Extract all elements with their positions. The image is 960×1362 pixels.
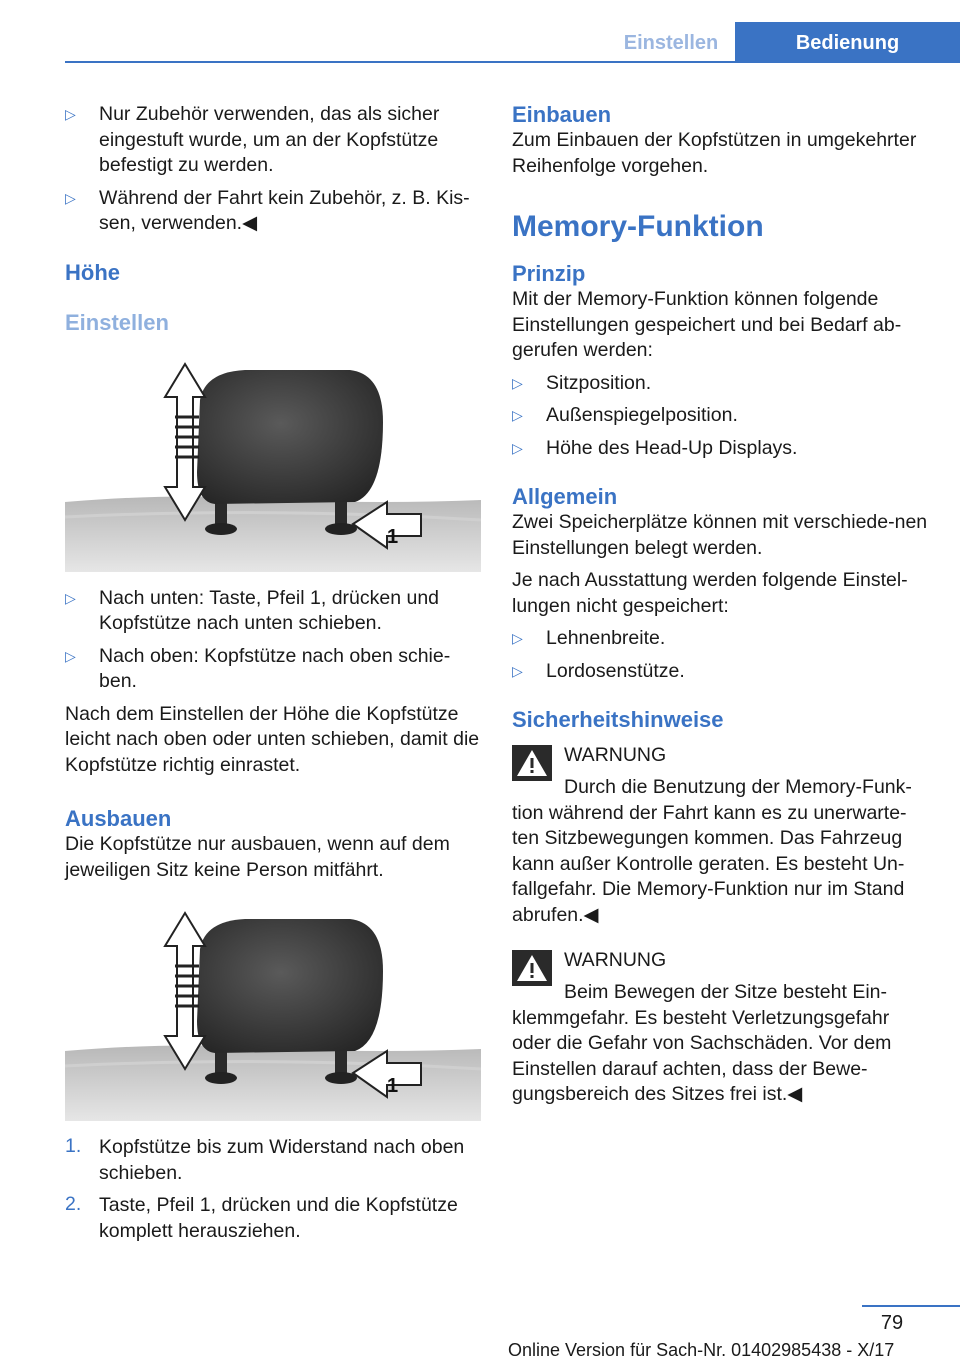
bullet-item bbox=[65, 102, 481, 179]
paragraph-ausbauen: Die Kopfstütze nur ausbauen, wenn auf dem jeweiligen Sitz keine Person mitfährt. bbox=[65, 833, 450, 881]
bullet-item bbox=[512, 436, 930, 462]
headrest-illustration bbox=[65, 901, 481, 1121]
step-item bbox=[65, 1193, 481, 1244]
headrest-figure-2 bbox=[65, 901, 481, 1121]
figure-callout-1: 1 bbox=[387, 525, 399, 548]
bullet-text: Nur Zubehör verwenden, das als sicher eingestuft wurde, um an der Kopfstütze befestigt zu werden. bbox=[99, 103, 440, 176]
paragraph-allgemein-1: Zwei Speicherplätze können mit verschiede‐nen Einstellungen belegt werden. bbox=[512, 511, 928, 559]
bullet-item bbox=[65, 186, 481, 237]
triangle-bullet-icon: ▷ bbox=[65, 647, 76, 664]
heading-einbauen: Einbauen bbox=[512, 102, 612, 127]
step-text: Kopfstütze bis zum Widerstand nach oben schieben. bbox=[99, 1136, 465, 1184]
bullet-item bbox=[512, 659, 930, 685]
bullet-text: Höhe des Head-Up Displays. bbox=[546, 436, 798, 459]
bullet-text: Lehnenbreite. bbox=[546, 627, 666, 649]
warning-text: Durch die Benutzung der Memory-Funk‐tion während der Fahrt kann es zu unerwarte‐ten Sitzbewegungen kommen. Das Fahrzeug kann außer Kontrolle geraten. Es besteht Un‐fallgefahr. Die Memory-Funktion nur im Stand abrufen.◀ bbox=[512, 776, 912, 926]
step-text: Taste, Pfeil 1, drücken und die Kopfstütze komplett herausziehen. bbox=[99, 1194, 458, 1242]
step-item bbox=[65, 1135, 481, 1186]
figure-callout-1: 1 bbox=[387, 1075, 399, 1097]
warning-text: Beim Bewegen der Sitze besteht Ein‐klemmgefahr. Es besteht Verletzungsgefahr oder die Gefahr von Sachschäden. Vor dem Einstellen darauf achten, dass der Bewe‐gungsbereich des Sitzes frei ist.◀ bbox=[512, 981, 892, 1105]
footer-online-version: Online Version für Sach-Nr. 01402985438 - X/17 bbox=[508, 1340, 895, 1360]
paragraph-einbauen: Zum Einbauen der Kopfstützen in umgekehrter Reihenfolge vorgehen. bbox=[512, 129, 917, 177]
triangle-bullet-icon: ▷ bbox=[65, 106, 76, 122]
heading-sicherheitshinweise: Sicherheitshinweise bbox=[512, 707, 724, 732]
bullet-text: Während der Fahrt kein Zubehör, z. B. Kis‐sen, verwenden.◀ bbox=[99, 186, 470, 234]
heading-prinzip: Prinzip bbox=[512, 261, 586, 286]
bullet-text: Lordosenstütze. bbox=[546, 659, 685, 682]
bullet-item bbox=[65, 644, 481, 695]
warning-block-2 bbox=[512, 948, 930, 1108]
bullet-text: Nach oben: Kopfstütze nach oben schie‐ben. bbox=[99, 644, 451, 692]
triangle-bullet-icon: ▷ bbox=[512, 407, 523, 423]
bullet-text: Außenspiegelposition. bbox=[546, 404, 738, 426]
footer-rule bbox=[862, 1305, 960, 1307]
triangle-bullet-icon: ▷ bbox=[512, 439, 523, 456]
right-column bbox=[512, 102, 930, 1108]
header-tab-einstellen[interactable]: Einstellen bbox=[623, 32, 719, 54]
title-memory-funktion: Memory-Funktion bbox=[512, 210, 764, 243]
paragraph-prinzip: Mit der Memory-Funktion können folgende Einstellungen gespeichert und bei Bedarf ab‐gerufen werden: bbox=[512, 288, 902, 361]
heading-hoehe: Höhe bbox=[65, 259, 120, 285]
warning-block-1 bbox=[512, 743, 930, 928]
triangle-bullet-icon: ▷ bbox=[65, 589, 76, 606]
paragraph-allgemein-2: Je nach Ausstattung werden folgende Einstel‐lungen nicht gespeichert: bbox=[512, 569, 908, 617]
bullet-item bbox=[512, 371, 930, 397]
left-column bbox=[65, 102, 481, 1251]
warning-label: WARNUNG bbox=[564, 744, 667, 766]
triangle-bullet-icon: ▷ bbox=[512, 630, 523, 646]
bullet-item bbox=[512, 403, 930, 429]
header-rule bbox=[65, 61, 960, 63]
triangle-bullet-icon: ▷ bbox=[512, 662, 523, 679]
warning-label: WARNUNG bbox=[564, 949, 667, 971]
step-number: 1. bbox=[65, 1135, 82, 1157]
warning-triangle-icon bbox=[512, 948, 564, 993]
triangle-bullet-icon: ▷ bbox=[512, 374, 523, 391]
page-number: 79 bbox=[880, 1312, 904, 1334]
bullet-item bbox=[512, 626, 930, 652]
bullet-text: Sitzposition. bbox=[546, 371, 652, 394]
paragraph-adjust: Nach dem Einstellen der Höhe die Kopfstütze leicht nach oben oder unten schieben, damit die Kopfstütze richtig einrastet. bbox=[65, 702, 480, 776]
heading-allgemein: Allgemein bbox=[512, 484, 618, 509]
bullet-text: Nach unten: Taste, Pfeil 1, drücken und Kopfstütze nach unten schieben. bbox=[99, 586, 440, 634]
triangle-bullet-icon: ▷ bbox=[65, 189, 76, 206]
headrest-illustration bbox=[65, 352, 481, 572]
warning-triangle-icon bbox=[512, 743, 564, 788]
step-number: 2. bbox=[65, 1193, 82, 1215]
header-tab-bedienung[interactable]: Bedienung bbox=[735, 22, 960, 62]
heading-ausbauen: Ausbauen bbox=[65, 806, 172, 831]
heading-einstellen: Einstellen bbox=[65, 309, 169, 335]
headrest-figure-1 bbox=[65, 352, 481, 572]
bullet-item bbox=[65, 586, 481, 637]
